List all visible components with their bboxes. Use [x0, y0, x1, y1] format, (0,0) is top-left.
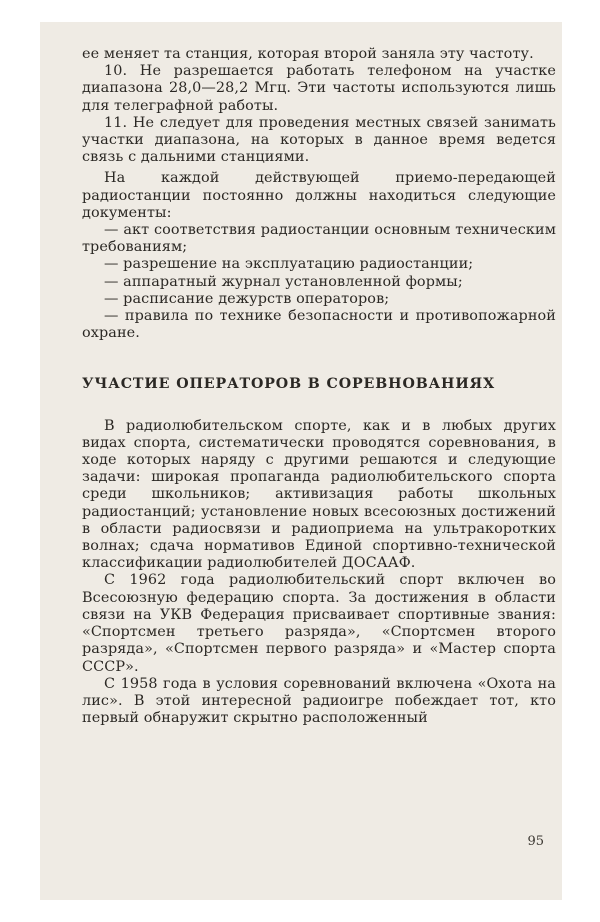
list-item-log: — аппаратный журнал установленной формы; — [104, 273, 463, 290]
paragraph-rule-10: 10. Не разрешается работать телефоном на участке диапазона 28,0—28,2 Мгц. Эти частоты используются лишь для телеграфной работы. — [82, 63, 556, 114]
section-paragraph-2: С 1962 года радиолюбительский спорт включен во Всесоюзную федерацию спорта. За достижения в области связи на УКВ Федерация присваивает спортивные звания: «Спортсмен третьего разряда», «Спортсмен второго разряда», «Спортсмен первого разряда» и «Мастер спорта СССР». — [82, 572, 556, 675]
page-number: 95 — [527, 834, 544, 849]
book-page — [40, 22, 562, 900]
paragraph-rule-11: 11. Не следует для проведения местных связей занимать участки диапазона, на которых в данное время ведется связь с дальними станциями. — [82, 114, 556, 166]
list-item-safety: — правила по технике безопасности и противопожарной охране. — [82, 308, 556, 342]
list-item-permit: — разрешение на эксплуатацию радиостанции; — [104, 256, 474, 273]
list-item-schedule: — расписание дежурств операторов; — [104, 290, 390, 307]
section-paragraph-3: С 1958 года в условия соревнований включена «Охота на лис». В этой интересной радиоигре побеждает тот, кто первый обнаружит скрытно расположенный — [82, 675, 556, 727]
section-heading: УЧАСТИЕ ОПЕРАТОРОВ В СОРЕВНОВАНИЯХ — [82, 376, 495, 393]
page-body — [82, 46, 556, 727]
list-item-act: — акт соответствия радиостанции основным техническим требованиям; — [82, 222, 556, 256]
paragraph-continuation: ее меняет та станция, которая второй заняла эту частоту. — [82, 46, 534, 62]
section-paragraph-1: В радиолюбительском спорте, как и в любых других видах спорта, систематически проводятся соревнования, в ходе которых наряду с другими решаются и следующие задачи: широкая пропаганда радиолюбительского спорта среди школьников; активизация работы школьных радиостанций; установление новых всесоюзных достижений в области радиосвязи и радиоприема на ультракоротких волнах; сдача нормативов Единой спортивно-технической классификации радиолюбителей ДОСААФ. — [82, 417, 556, 572]
paragraph-documents-intro: На каждой действующей приемо-передающей радиостанции постоянно должны находиться следующие документы: — [82, 170, 556, 221]
